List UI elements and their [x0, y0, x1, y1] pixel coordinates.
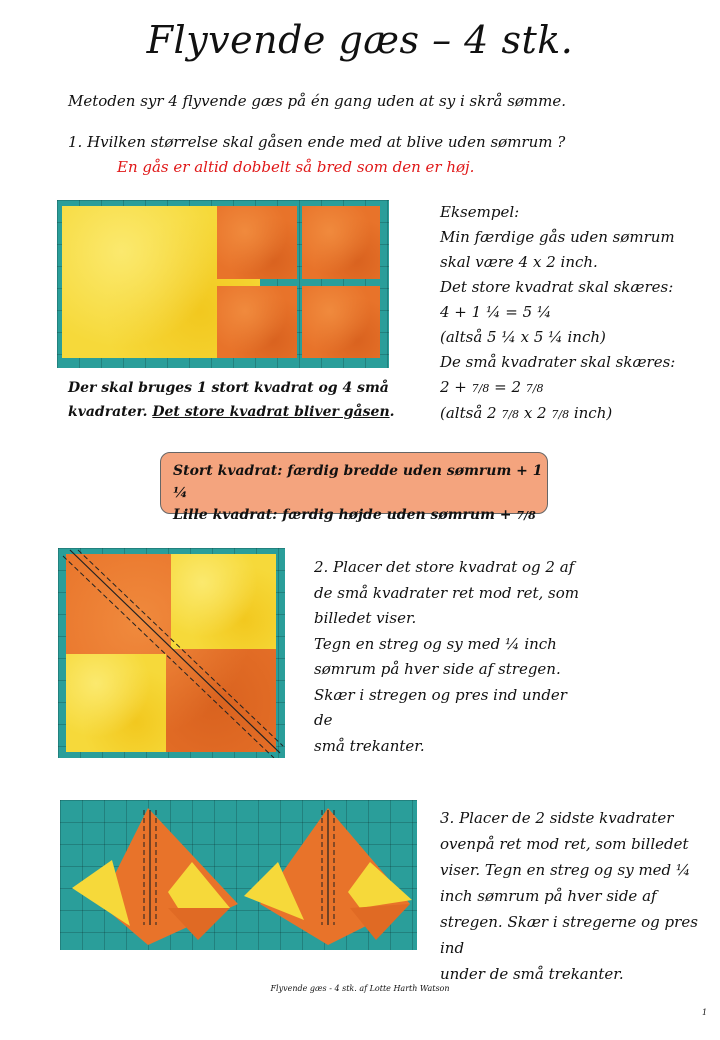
example-text: = 2	[489, 378, 526, 396]
fraction: 7/8	[471, 382, 490, 395]
caption-text: Der skal bruges 1 stort kvadrat og 4 små kvadrater.	[68, 380, 389, 420]
example-text: inch)	[569, 404, 613, 422]
small-orange-square	[302, 206, 380, 279]
example-line: Det store kvadrat skal skæres:	[440, 278, 674, 296]
formula-line: Stort kvadrat: færdig bredde uden sømrum + 1 ¼	[173, 463, 543, 501]
fraction: 7/8	[551, 408, 570, 421]
page-number: 1	[702, 1008, 708, 1017]
step-line: stregen. Skær i stregerne og pres ind	[440, 913, 698, 957]
example-text: x 2	[519, 404, 552, 422]
photo-caption	[68, 376, 398, 424]
small-orange-square	[217, 286, 297, 358]
step-line: ovenpå ret mod ret, som billedet	[440, 835, 689, 853]
photo-step-2	[58, 548, 285, 758]
formula-text: Lille kvadrat: færdig højde uden sømrum +	[173, 507, 517, 523]
step-line: viser. Tegn en streg og sy med ¼	[440, 861, 691, 879]
page-title: Flyvende gæs – 4 stk.	[146, 18, 574, 62]
step-line: billedet viser.	[314, 609, 417, 627]
step-line: inch sømrum på hver side af	[440, 887, 657, 905]
example-text: 2 +	[440, 378, 472, 396]
example-line: Min færdige gås uden sømrum	[440, 228, 675, 246]
step-line: små trekanter.	[314, 736, 425, 755]
photo-step-3	[60, 800, 417, 950]
fraction: 7/8	[516, 509, 536, 522]
step-line: 3. Placer de 2 sidste kvadrater	[440, 809, 674, 827]
fraction: 7/8	[501, 408, 520, 421]
example-line: (altså 5 ¼ x 5 ¼ inch)	[440, 328, 606, 346]
diagonal-stitch-lines	[58, 548, 285, 758]
formula-box	[160, 452, 548, 523]
step-line: under de små trekanter.	[440, 965, 624, 983]
fraction: 7/8	[525, 382, 544, 395]
photo-squares	[57, 200, 389, 368]
caption-text: .	[389, 404, 395, 420]
example-line	[440, 401, 710, 427]
step-line: 2. Placer det store kvadrat og 2 af	[314, 558, 575, 576]
geese-units	[60, 800, 417, 950]
question-1-note: En gås er altid dobbelt så bred som den er høj.	[117, 158, 475, 176]
caption-underlined: Det store kvadrat bliver gåsen	[152, 404, 390, 420]
step-2-text	[314, 555, 584, 759]
step-line: sømrum på hver side af stregen.	[314, 660, 561, 678]
small-orange-square	[217, 206, 297, 279]
example-line: 4 + 1 ¼ = 5 ¼	[440, 303, 552, 321]
formula-line	[173, 504, 547, 527]
small-orange-square	[302, 286, 380, 358]
example-line: Eksempel:	[440, 203, 520, 221]
step-line: Skær i stregen og pres ind under de	[314, 685, 567, 729]
step-line: Tegn en streg og sy med ¼ inch	[314, 634, 557, 653]
step-3-text	[440, 805, 715, 987]
example-text: (altså 2	[440, 404, 502, 422]
page-footer: Flyvende gæs - 4 stk. af Lotte Harth Watson	[270, 984, 450, 993]
example-line: De små kvadrater skal skæres:	[440, 353, 676, 371]
example-line	[440, 375, 710, 401]
question-1: 1. Hvilken størrelse skal gåsen ende med at blive uden sømrum ?	[68, 133, 566, 151]
example-line: skal være 4 x 2 inch.	[440, 253, 598, 271]
example-block	[440, 200, 710, 427]
step-line: de små kvadrater ret mod ret, som	[314, 583, 579, 602]
intro-text: Metoden syr 4 flyvende gæs på én gang uden at sy i skrå sømme.	[68, 92, 567, 110]
